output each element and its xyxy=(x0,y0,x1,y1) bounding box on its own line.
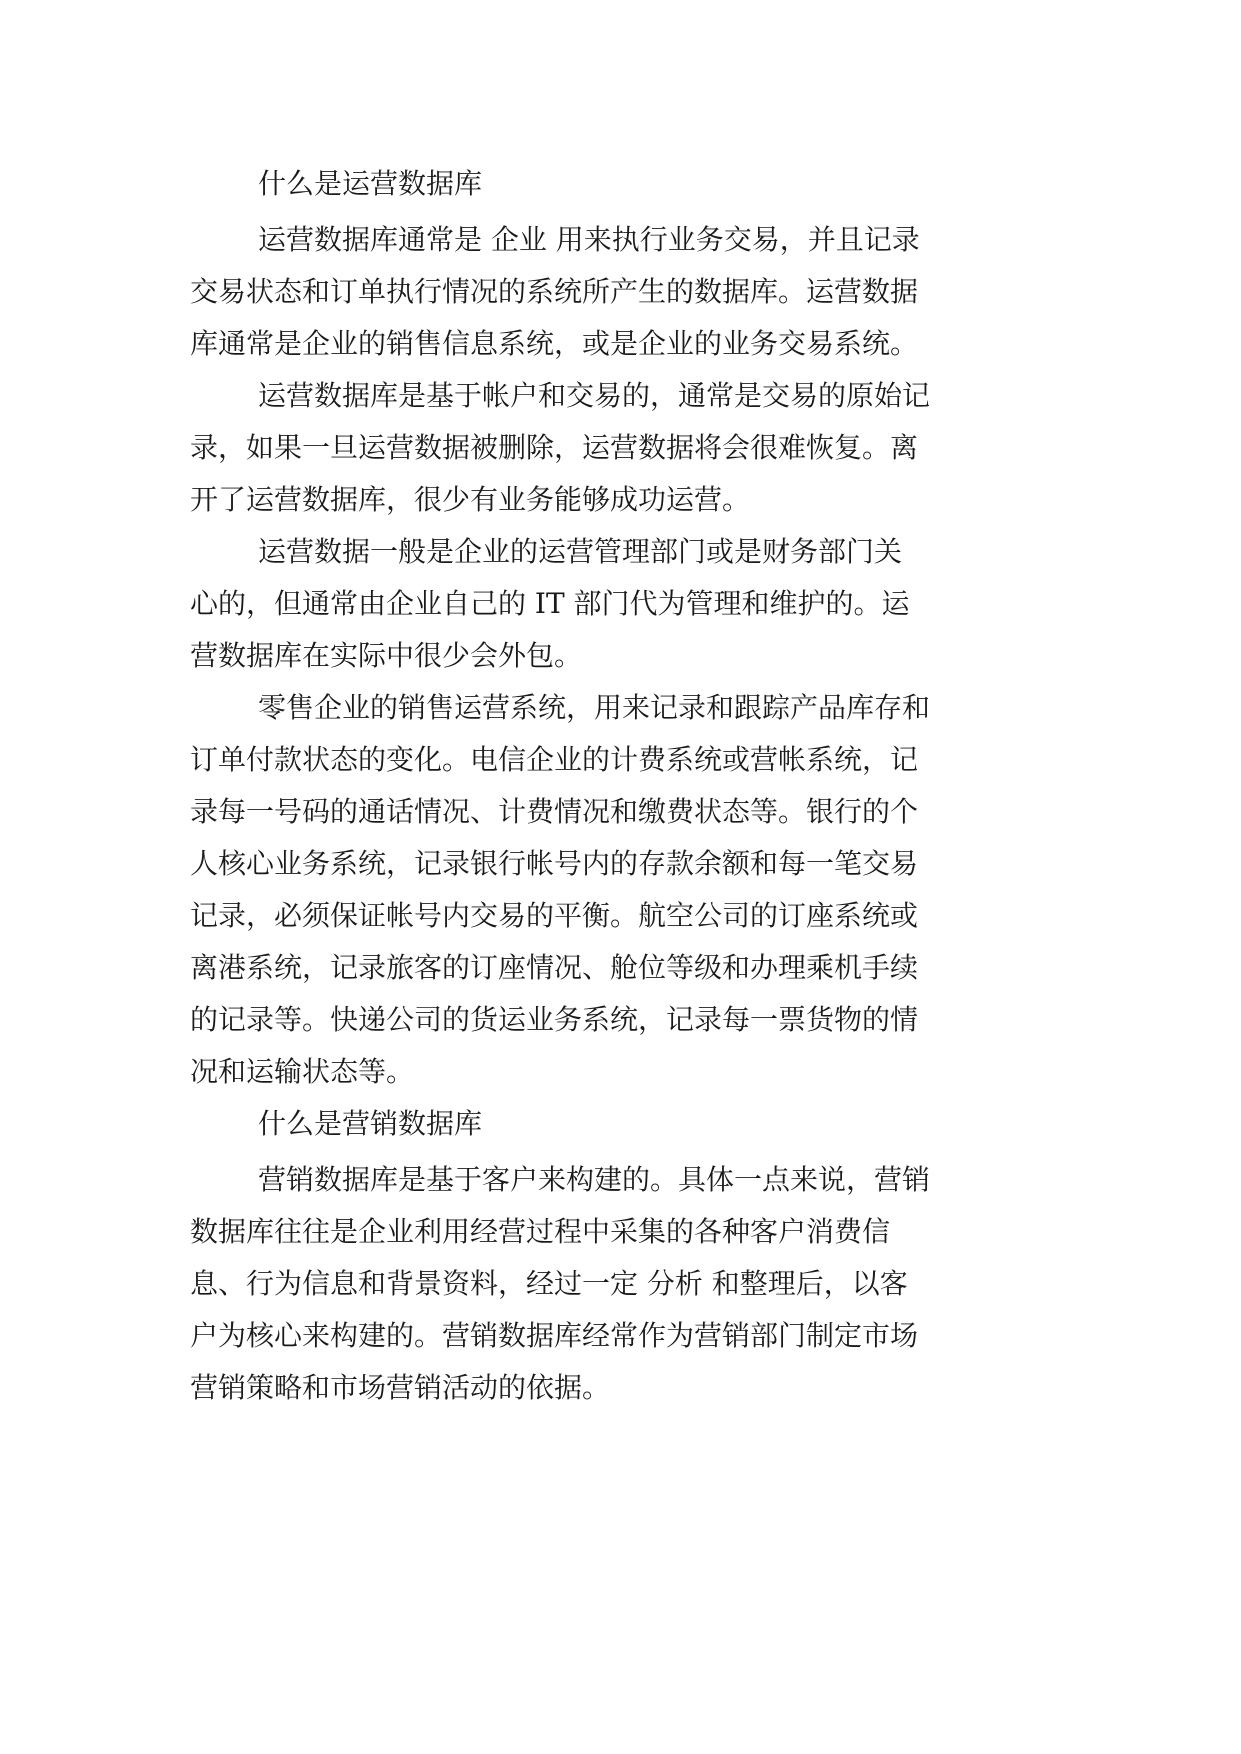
heading-operational-db: 什么是运营数据库 xyxy=(258,167,483,200)
paragraph-line: 订单付款状态的变化。电信企业的计费系统或营帐系统，记 xyxy=(190,743,919,776)
paragraph-line: 交易状态和订单执行情况的系统所产生的数据库。运营数据 xyxy=(190,275,919,308)
paragraph-line: 零售企业的销售运营系统，用来记录和跟踪产品库存和 xyxy=(258,691,931,724)
paragraph-line: 营销策略和市场营销活动的依据。 xyxy=(190,1371,611,1404)
paragraph-line: 运营数据一般是企业的运营管理部门或是财务部门关 xyxy=(258,535,903,568)
paragraph-line: 运营数据库通常是 企业 用来执行业务交易，并且记录 xyxy=(258,223,920,256)
paragraph-line: 数据库往往是企业利用经营过程中采集的各种客户消费信 xyxy=(190,1215,891,1248)
paragraph-line: 记录，必须保证帐号内交易的平衡。航空公司的订座系统或 xyxy=(190,899,919,932)
paragraph-line: 人核心业务系统，记录银行帐号内的存款余额和每一笔交易 xyxy=(190,847,919,880)
paragraph-line: 录每一号码的通话情况、计费情况和缴费状态等。银行的个 xyxy=(190,795,919,828)
paragraph-line: 离港系统，记录旅客的订座情况、舱位等级和办理乘机手续 xyxy=(190,951,919,984)
paragraph-line: 运营数据库是基于帐户和交易的，通常是交易的原始记 xyxy=(258,379,931,412)
paragraph-line: 录，如果一旦运营数据被删除，运营数据将会很难恢复。离 xyxy=(190,431,919,464)
paragraph-line: 户为核心来构建的。营销数据库经常作为营销部门制定市场 xyxy=(190,1319,919,1352)
paragraph-line: 的记录等。快递公司的货运业务系统，记录每一票货物的情 xyxy=(190,1003,919,1036)
paragraph-line: 心的，但通常由企业自己的 IT 部门代为管理和维护的。运 xyxy=(190,587,910,620)
paragraph-line: 息、行为信息和背景资料，经过一定 分析 和整理后，以客 xyxy=(190,1267,908,1300)
paragraph-line: 营数据库在实际中很少会外包。 xyxy=(190,639,583,672)
paragraph-line: 库通常是企业的销售信息系统，或是企业的业务交易系统。 xyxy=(190,327,919,360)
paragraph-line: 开了运营数据库，很少有业务能够成功运营。 xyxy=(190,483,751,516)
paragraph-line: 况和运输状态等。 xyxy=(190,1055,415,1088)
paragraph-line: 营销数据库是基于客户来构建的。具体一点来说，营销 xyxy=(258,1163,931,1196)
heading-marketing-db: 什么是营销数据库 xyxy=(258,1107,483,1140)
